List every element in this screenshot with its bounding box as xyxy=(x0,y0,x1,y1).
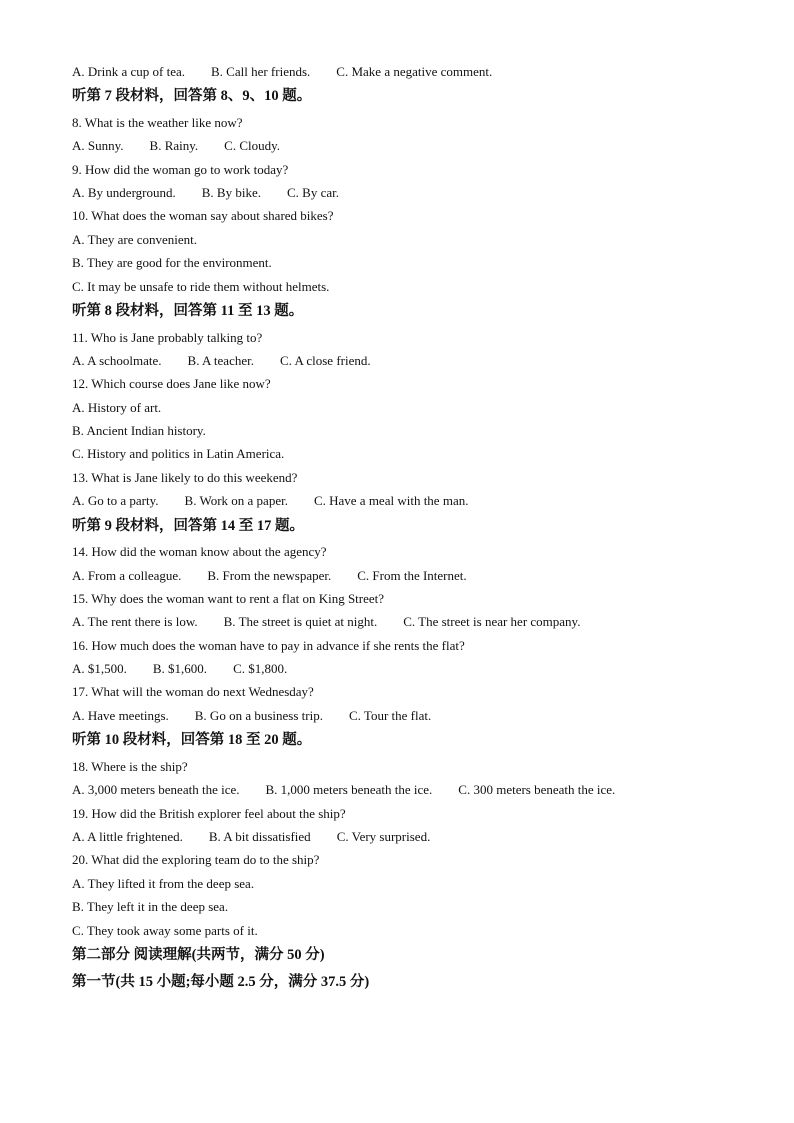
answer-option: C. A close friend. xyxy=(279,352,371,368)
answer-option: A. Drink a cup of tea. xyxy=(72,64,185,79)
answer-option: B. By bike. xyxy=(201,185,261,201)
question-line: A. They are convenient. xyxy=(72,231,198,247)
answer-option: A. A little frightened. xyxy=(72,828,183,844)
answer-options xyxy=(72,660,752,683)
answer-option: A. Sunny. xyxy=(72,138,124,154)
question-line: C. They took away some parts of it. xyxy=(72,922,258,938)
answer-option: A. Go to a party. xyxy=(72,493,159,509)
exam-page xyxy=(72,63,752,1000)
answer-option: C. Very surprised. xyxy=(336,828,431,844)
question-line: 18. Where is the ship? xyxy=(72,758,188,774)
answer-option: B. 1,000 meters beneath the ice. xyxy=(265,782,433,798)
question-line: B. Ancient Indian history. xyxy=(72,423,206,439)
answer-option: C. From the Internet. xyxy=(357,567,467,583)
question-line: 11. Who is Jane probably talking to? xyxy=(72,329,263,345)
answer-option: B. Go on a business trip. xyxy=(194,707,323,723)
answer-option: A. From a colleague. xyxy=(72,567,182,583)
question-line: A. History of art. xyxy=(72,399,162,415)
question-line: 9. How did the woman go to work today? xyxy=(72,161,289,177)
section-heading: 第二部分 阅读理解(共两节，满分 50 分) xyxy=(72,946,325,963)
answer-option: C. 300 meters beneath the ice. xyxy=(458,782,616,798)
answer-option: A. 3,000 meters beneath the ice. xyxy=(72,782,240,798)
question-line: 8. What is the weather like now? xyxy=(72,114,243,130)
answer-option: C. Tour the flat. xyxy=(348,707,432,723)
answer-options xyxy=(72,781,752,804)
answer-option: B. A teacher. xyxy=(187,352,254,368)
answer-option: A. A schoolmate. xyxy=(72,352,162,368)
answer-option: A. Have meetings. xyxy=(72,707,169,723)
answer-options xyxy=(72,137,752,160)
answer-options xyxy=(72,828,752,851)
answer-option: B. From the newspaper. xyxy=(207,567,332,583)
answer-options xyxy=(72,184,752,207)
answer-option: C. Have a meal with the man. xyxy=(313,493,469,509)
answer-option: B. The street is quiet at night. xyxy=(223,614,378,630)
question-line: B. They are good for the environment. xyxy=(72,255,272,271)
answer-options xyxy=(72,613,752,636)
question-line: 19. How did the British explorer feel about the ship? xyxy=(72,805,346,821)
question-line: 13. What is Jane likely to do this weekend? xyxy=(72,469,298,485)
section-heading: 听第 7 段材料，回答第 8、9、10 题。 xyxy=(72,88,312,105)
section-heading: 听第 10 段材料，回答第 18 至 20 题。 xyxy=(72,732,312,749)
question-line: 14. How did the woman know about the agency? xyxy=(72,544,327,560)
question-line: 17. What will the woman do next Wednesday? xyxy=(72,684,314,700)
answer-options xyxy=(72,492,752,515)
answer-option: C. By car. xyxy=(287,185,339,201)
answer-option: A. $1,500. xyxy=(72,661,127,677)
answer-option: B. Call her friends. xyxy=(211,64,311,79)
answer-option: C. $1,800. xyxy=(233,661,288,677)
answer-options xyxy=(72,352,752,375)
question-line: 10. What does the woman say about shared bikes? xyxy=(72,208,334,224)
answer-option: C. Make a negative comment. xyxy=(336,64,493,79)
answer-option: A. By underground. xyxy=(72,185,176,201)
question-line: 15. Why does the woman want to rent a flat on King Street? xyxy=(72,590,385,606)
answer-options xyxy=(72,63,752,86)
answer-option: A. The rent there is low. xyxy=(72,614,198,630)
answer-option: B. Rainy. xyxy=(149,138,199,154)
answer-options xyxy=(72,567,752,590)
answer-options xyxy=(72,707,752,730)
answer-option: B. $1,600. xyxy=(152,661,208,677)
question-line: B. They left it in the deep sea. xyxy=(72,899,229,915)
question-line: 20. What did the exploring team do to the ship? xyxy=(72,852,320,868)
answer-option: B. Work on a paper. xyxy=(184,493,288,509)
question-line: C. History and politics in Latin America. xyxy=(72,446,285,462)
question-line: A. They lifted it from the deep sea. xyxy=(72,875,255,891)
answer-option: C. The street is near her company. xyxy=(403,614,581,630)
section-heading: 第一节(共 15 小题;每小题 2.5 分，满分 37.5 分) xyxy=(72,974,370,991)
question-line: 12. Which course does Jane like now? xyxy=(72,376,271,392)
question-line: C. It may be unsafe to ride them without helmets. xyxy=(72,278,330,294)
answer-option: C. Cloudy. xyxy=(224,138,281,154)
question-line: 16. How much does the woman have to pay in advance if she rents the flat? xyxy=(72,637,465,653)
answer-option: B. A bit dissatisfied xyxy=(208,828,311,844)
section-heading: 听第 9 段材料，回答第 14 至 17 题。 xyxy=(72,517,304,534)
section-heading: 听第 8 段材料，回答第 11 至 13 题。 xyxy=(72,303,304,320)
